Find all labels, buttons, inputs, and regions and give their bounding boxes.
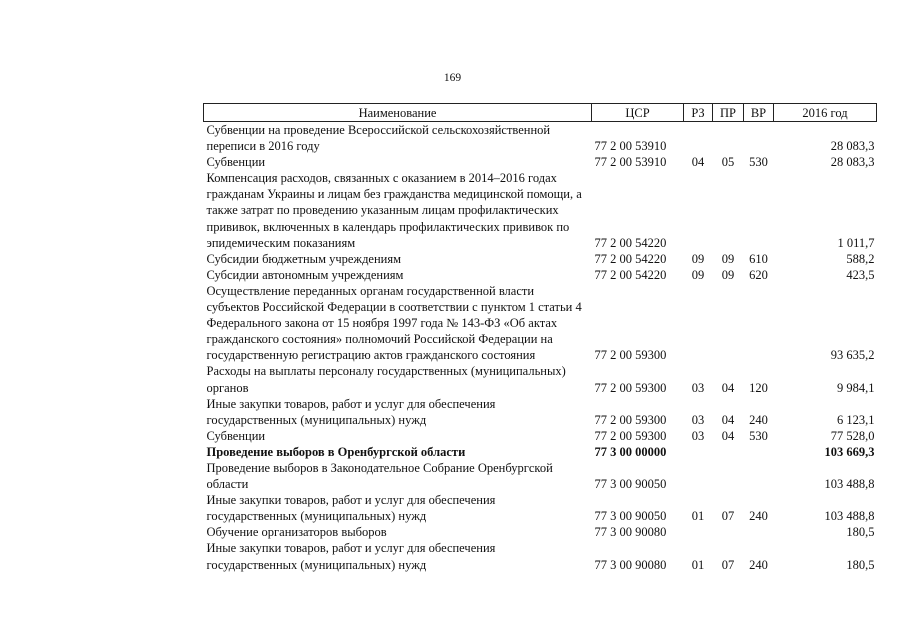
table-row xyxy=(204,267,877,283)
table-row xyxy=(204,363,877,395)
row-name: Проведение выборов в Оренбургской области xyxy=(206,444,466,459)
row-name: Проведение выборов в Законодательное Собрание Оренбургской области xyxy=(206,460,553,492)
table-row xyxy=(204,492,877,524)
table-row xyxy=(204,444,877,460)
header-csr: ЦСР xyxy=(592,104,684,122)
row-rz: 09 xyxy=(691,267,705,282)
row-csr: 77 2 00 59300 xyxy=(594,348,667,363)
row-name: Иные закупки товаров, работ и услуг для обеспечения государственных (муниципальных) нужд xyxy=(206,396,496,427)
table-row xyxy=(204,283,877,363)
row-name: Расходы на выплаты персоналу государственных (муниципальных) органов xyxy=(206,364,566,395)
row-pr xyxy=(713,170,744,250)
table-header-row xyxy=(204,104,877,122)
row-vr: 240 xyxy=(749,509,768,524)
row-pr xyxy=(713,444,744,460)
row-amount: 77 528,0 xyxy=(830,428,875,443)
row-rz xyxy=(684,170,713,250)
budget-table-sheet xyxy=(203,103,876,573)
row-amount: 103 488,8 xyxy=(824,477,875,492)
row-amount: 423,5 xyxy=(846,267,875,282)
row-rz: 03 xyxy=(691,428,705,443)
row-amount: 28 083,3 xyxy=(830,155,875,170)
row-rz: 09 xyxy=(691,251,705,266)
row-name: Компенсация расходов, связанных с оказанием в 2014–2016 годах гражданам Украины и лицам без гражданства медицинской помощи, а также затрат по проведению указанным лицам профилактических прививок, включенных в календарь профилактических прививок по эпидемическим показаниям xyxy=(206,171,582,250)
row-rz xyxy=(684,524,713,540)
header-year: 2016 год xyxy=(774,104,877,122)
row-rz: 03 xyxy=(691,412,705,427)
row-vr: 610 xyxy=(749,251,768,266)
row-csr: 77 2 00 54220 xyxy=(594,267,667,282)
row-amount: 28 083,3 xyxy=(830,139,875,154)
row-amount: 6 123,1 xyxy=(837,412,875,427)
row-vr xyxy=(744,283,774,363)
row-amount: 180,5 xyxy=(846,525,875,540)
row-csr: 77 2 00 59300 xyxy=(594,428,667,443)
row-vr: 240 xyxy=(749,412,768,427)
row-csr: 77 2 00 53910 xyxy=(594,139,667,154)
row-vr: 530 xyxy=(749,428,768,443)
table-row xyxy=(204,396,877,428)
row-name: Обучение организаторов выборов xyxy=(206,525,387,540)
row-name: Иные закупки товаров, работ и услуг для обеспечения государственных (муниципальных) нужд xyxy=(206,541,496,572)
row-name: Осуществление переданных органам государственной власти субъектов Российской Федерации в соответствии с пунктом 1 статьи 4 Федерального закона от 15 ноября 1997 года № 143-ФЗ «Об актах гражданского состояния» полномочий Российской Федерации на государственную регистрацию актов гражданского состояния xyxy=(206,283,582,363)
row-rz: 03 xyxy=(691,380,705,395)
row-name: Субвенции xyxy=(206,428,266,443)
row-rz xyxy=(684,444,713,460)
row-rz xyxy=(684,283,713,363)
row-pr: 04 xyxy=(721,428,735,443)
row-name: Субсидии бюджетным учреждениям xyxy=(206,251,402,266)
row-vr: 120 xyxy=(749,380,768,395)
header-pr: ПР xyxy=(713,104,744,122)
table-row xyxy=(204,540,877,572)
row-pr xyxy=(713,283,744,363)
table-row xyxy=(204,122,877,155)
row-amount: 588,2 xyxy=(846,251,875,266)
row-pr xyxy=(713,122,744,155)
row-pr: 04 xyxy=(721,412,735,427)
row-pr xyxy=(713,460,744,492)
table-row xyxy=(204,154,877,170)
table-row xyxy=(204,460,877,492)
row-amount: 93 635,2 xyxy=(830,348,875,363)
row-vr xyxy=(744,444,774,460)
row-csr: 77 2 00 59300 xyxy=(594,412,667,427)
row-csr: 77 3 00 90050 xyxy=(594,509,667,524)
table-row xyxy=(204,524,877,540)
row-pr: 05 xyxy=(721,155,735,170)
budget-table xyxy=(203,103,877,573)
row-name: Субвенции на проведение Всероссийской сельскохозяйственной переписи в 2016 году xyxy=(206,123,551,154)
row-pr: 04 xyxy=(721,380,735,395)
row-rz: 01 xyxy=(691,509,705,524)
row-vr xyxy=(744,524,774,540)
row-amount: 180,5 xyxy=(846,557,875,572)
row-rz xyxy=(684,460,713,492)
header-rz: РЗ xyxy=(684,104,713,122)
row-vr xyxy=(744,170,774,250)
page-number: 169 xyxy=(443,72,462,84)
row-csr: 77 2 00 59300 xyxy=(594,380,667,395)
row-amount: 103 669,3 xyxy=(824,444,875,459)
row-vr: 530 xyxy=(749,155,768,170)
header-vr: ВР xyxy=(744,104,774,122)
row-rz: 01 xyxy=(691,557,705,572)
row-csr: 77 3 00 90080 xyxy=(594,557,667,572)
table-row xyxy=(204,170,877,250)
row-pr xyxy=(713,524,744,540)
row-amount: 1 011,7 xyxy=(837,235,875,250)
row-rz xyxy=(684,122,713,155)
row-name: Субсидии автономным учреждениям xyxy=(206,267,404,282)
row-pr: 09 xyxy=(721,251,735,266)
row-csr: 77 3 00 90080 xyxy=(594,525,667,540)
table-row xyxy=(204,428,877,444)
table-body xyxy=(204,122,877,573)
row-amount: 9 984,1 xyxy=(837,380,875,395)
row-vr xyxy=(744,460,774,492)
row-name: Иные закупки товаров, работ и услуг для обеспечения государственных (муниципальных) нужд xyxy=(206,493,496,524)
row-rz: 04 xyxy=(691,155,705,170)
row-amount: 103 488,8 xyxy=(824,509,875,524)
row-pr: 07 xyxy=(721,557,735,572)
header-name: Наименование xyxy=(204,104,592,122)
row-csr: 77 2 00 54220 xyxy=(594,251,667,266)
row-csr: 77 2 00 54220 xyxy=(594,235,667,250)
table-row xyxy=(204,251,877,267)
row-csr: 77 2 00 53910 xyxy=(594,155,667,170)
row-csr: 77 3 00 00000 xyxy=(594,444,667,459)
row-pr: 07 xyxy=(721,509,735,524)
row-vr xyxy=(744,122,774,155)
row-vr: 620 xyxy=(749,267,768,282)
row-name: Субвенции xyxy=(206,155,266,170)
row-pr: 09 xyxy=(721,267,735,282)
row-vr: 240 xyxy=(749,557,768,572)
row-csr: 77 3 00 90050 xyxy=(594,477,667,492)
